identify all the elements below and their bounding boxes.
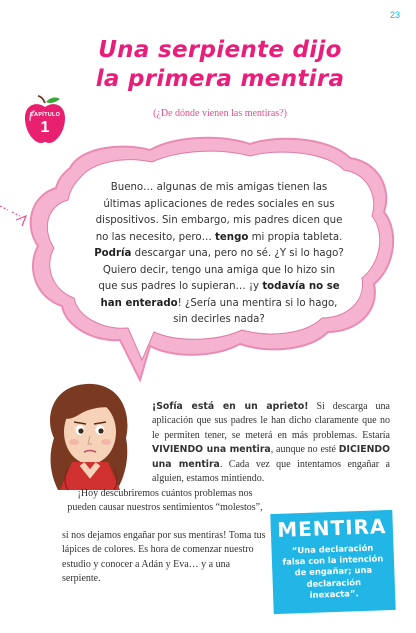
girl-illustration <box>34 378 146 498</box>
bubble-emphasis: todavía no se han enterado <box>100 281 340 309</box>
chapter-number: 1 <box>40 119 50 136</box>
definition-text: “Una declaración falsa con la intención de engañar; una declaración inexacta”. <box>282 542 384 600</box>
body-lower-paragraph-2: si nos dejamos engañar por sus mentiras! Toma tus lápices de colores. Es hora de comenzar nuestro estudio y conocer a Adán y Eva… y a una serpiente. <box>62 530 266 585</box>
body-text-part: , aunque no esté <box>270 444 339 456</box>
chapter-subtitle: (¿De dónde vienen las mentiras?) <box>153 108 287 119</box>
page-number: 23 <box>389 10 400 20</box>
body-lower-paragraph-1: ¡Hoy descubriremos cuántos problemas nos pueden causar nuestros sentimientos “molestos”, <box>67 488 263 514</box>
body-text-part: . Cada vez que intentamos engañar a alguien, estamos mintiendo. <box>152 458 390 485</box>
body-paragraph <box>152 400 390 486</box>
body-text-part: Si descarga una aplicación que sus padres le han dicho claramente que no le permiten tener, se meterá en más problemas. Estaría <box>152 401 390 441</box>
definition-title: MENTIRA <box>276 514 387 542</box>
body-highlight: DICIENDO una mentira <box>152 444 390 470</box>
bubble-text-part: mi propia tableta. <box>248 231 343 243</box>
bubble-emphasis: tengo <box>215 231 249 243</box>
title-line-2: la primera mentira <box>95 66 345 92</box>
bubble-text-part: ! ¿Sería una mentira si lo hago, sin decirles nada? <box>173 297 338 325</box>
page-title <box>70 36 370 94</box>
bubble-text-part: descargar una, pero no sé. ¿Y si lo hago? Quiero decir, tengo una amiga que lo hizo sin que sus padres lo supieran… ¡y <box>98 248 344 292</box>
bubble-text-part: Bueno… algunas de mis amigas tienen las últimas aplicaciones de redes sociales en sus dispositivos. Sin embargo, mis padres dicen que no las necesito, pero… <box>95 182 343 243</box>
bubble-emphasis: Podría <box>94 248 132 259</box>
dashed-arrow <box>0 206 20 216</box>
body-highlight: VIVIENDO una mentira <box>152 444 271 456</box>
title-line-1: Una serpiente dijo <box>98 37 342 63</box>
body-highlight: ¡Sofía está en un aprieto! <box>152 401 309 412</box>
arrow-head-icon <box>16 216 26 226</box>
definition-box <box>270 510 395 614</box>
bubble-text <box>92 180 346 329</box>
chapter-label: CAPÍTULO <box>29 112 61 118</box>
